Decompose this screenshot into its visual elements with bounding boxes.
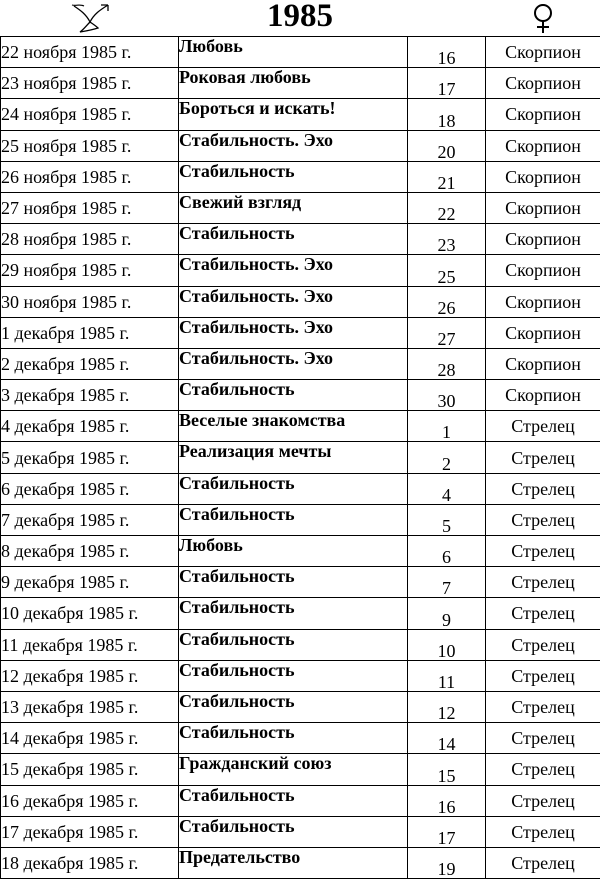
zodiac-sign-cell: Стрелец <box>486 473 600 504</box>
title-cell: Любовь <box>179 37 408 68</box>
zodiac-sign-cell: Стрелец <box>486 504 600 535</box>
date-cell: 26 ноября 1985 г. <box>1 161 179 192</box>
table-row <box>1 691 600 722</box>
number-cell: 16 <box>408 785 486 816</box>
table-row <box>1 473 600 504</box>
table-row <box>1 37 600 68</box>
number-cell: 9 <box>408 598 486 629</box>
title-cell: Стабильность. Эхо <box>179 130 408 161</box>
number-cell: 30 <box>408 380 486 411</box>
table-row <box>1 504 600 535</box>
title-cell: Стабильность <box>179 224 408 255</box>
title-cell: Стабильность <box>179 691 408 722</box>
title-cell: Стабильность <box>179 161 408 192</box>
date-cell: 1 декабря 1985 г. <box>1 317 179 348</box>
zodiac-sign-cell: Стрелец <box>486 847 600 878</box>
zodiac-sign-cell: Скорпион <box>486 37 600 68</box>
page-header <box>0 0 600 36</box>
date-cell: 10 декабря 1985 г. <box>1 598 179 629</box>
title-cell: Роковая любовь <box>179 68 408 99</box>
date-cell: 17 декабря 1985 г. <box>1 816 179 847</box>
title-cell: Реализация мечты <box>179 442 408 473</box>
date-cell: 28 ноября 1985 г. <box>1 224 179 255</box>
table-row <box>1 816 600 847</box>
title-cell: Гражданский союз <box>179 754 408 785</box>
zodiac-sign-cell: Стрелец <box>486 411 600 442</box>
zodiac-sign-cell: Скорпион <box>486 68 600 99</box>
zodiac-sign-cell: Стрелец <box>486 723 600 754</box>
table-row <box>1 161 600 192</box>
number-cell: 12 <box>408 691 486 722</box>
number-cell: 6 <box>408 536 486 567</box>
number-cell: 11 <box>408 660 486 691</box>
number-cell: 19 <box>408 847 486 878</box>
zodiac-sign-cell: Стрелец <box>486 598 600 629</box>
title-cell: Стабильность <box>179 785 408 816</box>
date-cell: 30 ноября 1985 г. <box>1 286 179 317</box>
number-cell: 2 <box>408 442 486 473</box>
date-cell: 13 декабря 1985 г. <box>1 691 179 722</box>
number-cell: 5 <box>408 504 486 535</box>
date-cell: 5 декабря 1985 г. <box>1 442 179 473</box>
table-row <box>1 380 600 411</box>
table-row <box>1 598 600 629</box>
date-cell: 23 ноября 1985 г. <box>1 68 179 99</box>
table-row <box>1 442 600 473</box>
table-row <box>1 536 600 567</box>
date-cell: 18 декабря 1985 г. <box>1 847 179 878</box>
number-cell: 15 <box>408 754 486 785</box>
zodiac-sign-cell: Скорпион <box>486 348 600 379</box>
date-cell: 2 декабря 1985 г. <box>1 348 179 379</box>
zodiac-sign-cell: Скорпион <box>486 255 600 286</box>
title-cell: Стабильность <box>179 504 408 535</box>
table-row <box>1 348 600 379</box>
table-row <box>1 317 600 348</box>
table-row <box>1 286 600 317</box>
title-cell: Любовь <box>179 536 408 567</box>
date-cell: 3 декабря 1985 г. <box>1 380 179 411</box>
date-cell: 6 декабря 1985 г. <box>1 473 179 504</box>
title-cell: Предательство <box>179 847 408 878</box>
title-cell: Стабильность <box>179 816 408 847</box>
date-cell: 16 декабря 1985 г. <box>1 785 179 816</box>
table-row <box>1 567 600 598</box>
title-cell: Стабильность <box>179 629 408 660</box>
zodiac-sign-cell: Скорпион <box>486 317 600 348</box>
title-cell: Стабильность <box>179 473 408 504</box>
date-cell: 8 декабря 1985 г. <box>1 536 179 567</box>
table-row <box>1 754 600 785</box>
zodiac-sign-cell: Скорпион <box>486 161 600 192</box>
title-cell: Стабильность <box>179 567 408 598</box>
date-cell: 15 декабря 1985 г. <box>1 754 179 785</box>
zodiac-sign-cell: Стрелец <box>486 754 600 785</box>
dates-table <box>0 36 600 879</box>
title-cell: Стабильность <box>179 380 408 411</box>
number-cell: 18 <box>408 99 486 130</box>
date-cell: 9 декабря 1985 г. <box>1 567 179 598</box>
zodiac-sign-cell: Стрелец <box>486 785 600 816</box>
number-cell: 14 <box>408 723 486 754</box>
zodiac-sign-cell: Стрелец <box>486 442 600 473</box>
zodiac-sign-cell: Скорпион <box>486 286 600 317</box>
zodiac-sign-cell: Стрелец <box>486 660 600 691</box>
date-cell: 12 декабря 1985 г. <box>1 660 179 691</box>
zodiac-sign-cell: Стрелец <box>486 629 600 660</box>
date-cell: 25 ноября 1985 г. <box>1 130 179 161</box>
table-row <box>1 224 600 255</box>
table-row <box>1 723 600 754</box>
number-cell: 21 <box>408 161 486 192</box>
number-cell: 17 <box>408 816 486 847</box>
number-cell: 10 <box>408 629 486 660</box>
table-row <box>1 785 600 816</box>
table-row <box>1 99 600 130</box>
number-cell: 7 <box>408 567 486 598</box>
table-row <box>1 255 600 286</box>
title-cell: Свежий взгляд <box>179 192 408 223</box>
date-cell: 4 декабря 1985 г. <box>1 411 179 442</box>
number-cell: 23 <box>408 224 486 255</box>
number-cell: 17 <box>408 68 486 99</box>
zodiac-sign-cell: Скорпион <box>486 380 600 411</box>
date-cell: 11 декабря 1985 г. <box>1 629 179 660</box>
title-cell: Стабильность <box>179 660 408 691</box>
table-row <box>1 629 600 660</box>
title-cell: Стабильность. Эхо <box>179 255 408 286</box>
date-cell: 7 декабря 1985 г. <box>1 504 179 535</box>
table-row <box>1 411 600 442</box>
title-cell: Стабильность. Эхо <box>179 348 408 379</box>
zodiac-sign-cell: Стрелец <box>486 567 600 598</box>
title-cell: Стабильность. Эхо <box>179 286 408 317</box>
number-cell: 1 <box>408 411 486 442</box>
number-cell: 4 <box>408 473 486 504</box>
year-title: 1985 <box>267 0 333 34</box>
number-cell: 28 <box>408 348 486 379</box>
zodiac-sign-cell: Скорпион <box>486 192 600 223</box>
number-cell: 26 <box>408 286 486 317</box>
date-cell: 29 ноября 1985 г. <box>1 255 179 286</box>
title-cell: Бороться и искать! <box>179 99 408 130</box>
venus-female-icon <box>528 2 558 34</box>
table-row <box>1 847 600 878</box>
date-cell: 24 ноября 1985 г. <box>1 99 179 130</box>
zodiac-sign-cell: Стрелец <box>486 536 600 567</box>
date-cell: 14 декабря 1985 г. <box>1 723 179 754</box>
date-cell: 27 ноября 1985 г. <box>1 192 179 223</box>
date-cell: 22 ноября 1985 г. <box>1 37 179 68</box>
title-cell: Веселые знакомства <box>179 411 408 442</box>
zodiac-sign-cell: Стрелец <box>486 691 600 722</box>
number-cell: 27 <box>408 317 486 348</box>
title-cell: Стабильность <box>179 598 408 629</box>
number-cell: 25 <box>408 255 486 286</box>
number-cell: 22 <box>408 192 486 223</box>
zodiac-sign-cell: Скорпион <box>486 130 600 161</box>
title-cell: Стабильность. Эхо <box>179 317 408 348</box>
number-cell: 20 <box>408 130 486 161</box>
table-row <box>1 130 600 161</box>
zodiac-sign-cell: Скорпион <box>486 99 600 130</box>
table-row <box>1 660 600 691</box>
title-cell: Стабильность <box>179 723 408 754</box>
number-cell: 16 <box>408 37 486 68</box>
table-row <box>1 68 600 99</box>
zodiac-sign-cell: Скорпион <box>486 224 600 255</box>
table-row <box>1 192 600 223</box>
zodiac-sign-cell: Стрелец <box>486 816 600 847</box>
